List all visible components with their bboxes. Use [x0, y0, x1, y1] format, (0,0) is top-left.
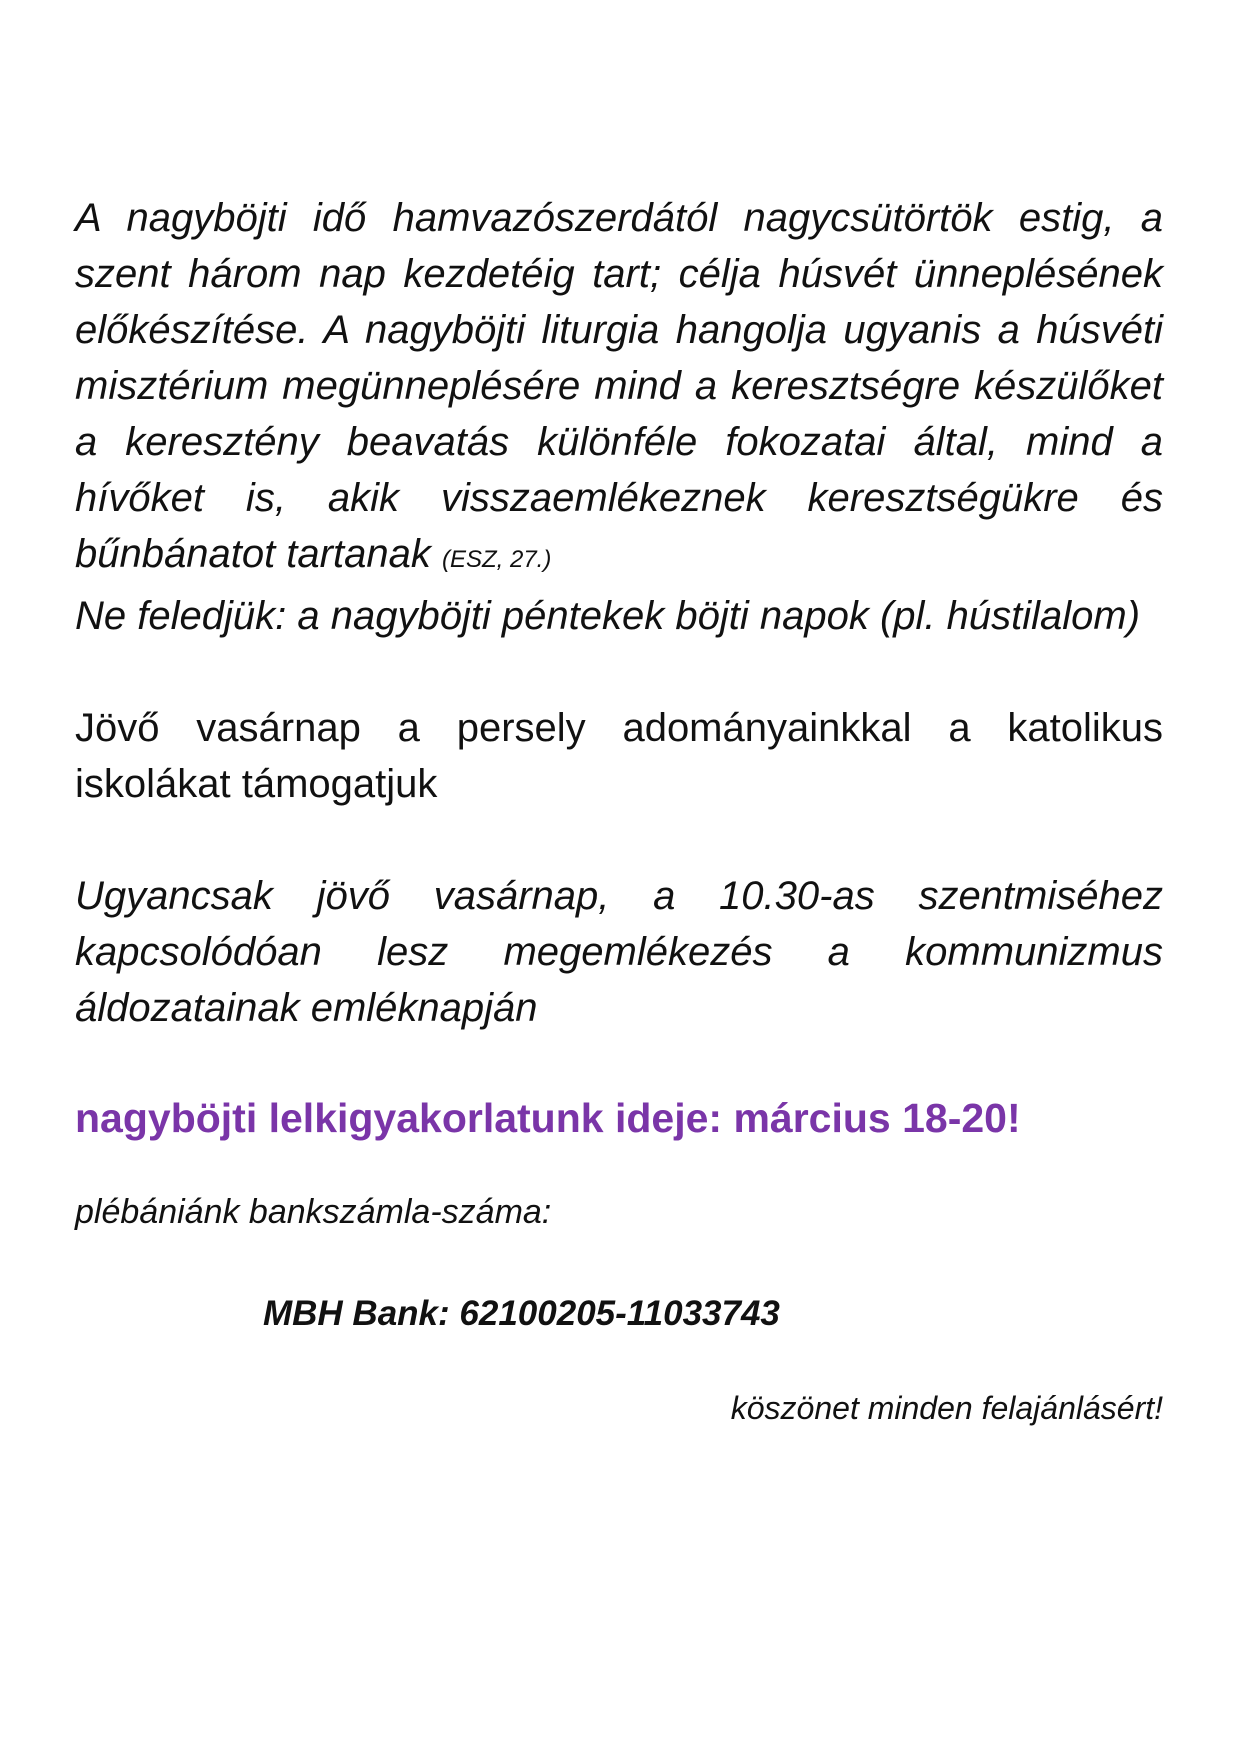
thanks-note: köszönet minden felajánlásért! — [730, 1390, 1163, 1426]
lent-paragraph-text: A nagyböjti idő hamvazószerdától nagycsütörtök estig, a szent három nap kezdetéig tart; célja húsvét ünneplésének előkészítése. A nagyböjti liturgia hangolja ugyanis a húsvéti misztérium megünneplésére mind a keresztségre készülőket a keresztény beavatás különféle fokozatai által, mind a hívőket is, akik visszaemlékeznek keresztségükre és bűnbánatot tartanak — [75, 196, 1163, 576]
lent-paragraph-citation: (ESZ, 27.) — [441, 546, 552, 573]
bank-account-number: MBH Bank: 62100205-11033743 — [263, 1294, 780, 1333]
lent-paragraph — [75, 190, 1163, 588]
fasting-reminder: Ne feledjük: a nagyböjti péntekek böjti napok (pl. hústilalom) — [75, 594, 1141, 638]
commemoration-announcement: Ugyancsak jövő vasárnap, a 10.30-as szentmiséhez kapcsolódóan lesz megemlékezés a kommunizmus áldozatainak emléknapján — [75, 874, 1163, 1030]
bank-account-label: plébániánk bankszámla-száma: — [75, 1193, 552, 1231]
bulletin-page — [75, 190, 1163, 1462]
collection-announcement: Jövő vasárnap a persely adományainkkal a katolikus iskolákat támogatjuk — [75, 706, 1163, 806]
retreat-announcement: nagyböjti lelkigyakorlatunk ideje: március 18-20! — [75, 1095, 1021, 1141]
